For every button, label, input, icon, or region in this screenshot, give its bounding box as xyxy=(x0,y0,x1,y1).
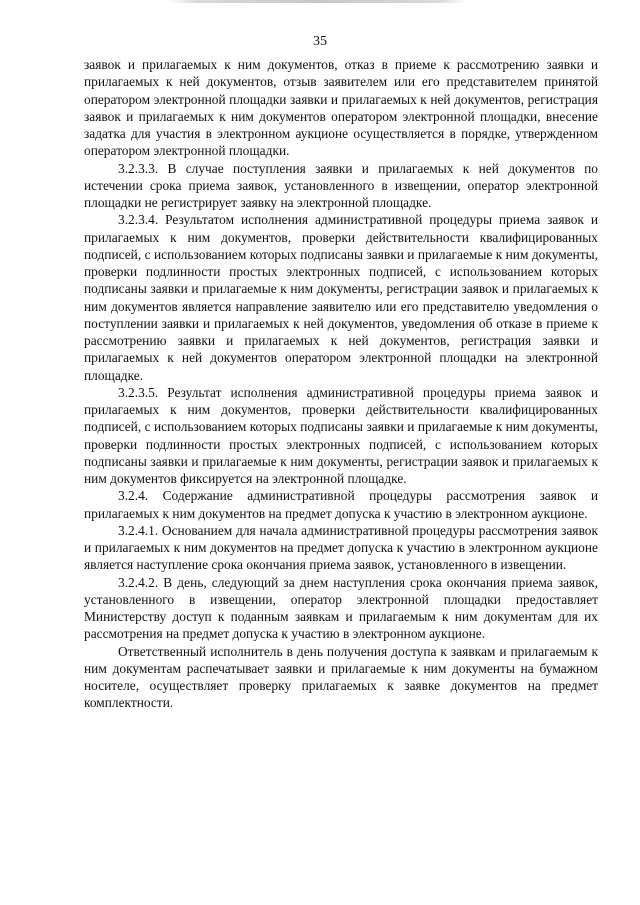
document-body xyxy=(84,56,598,712)
paragraph-3-2-4: 3.2.4. Содержание административной процедуры рассмотрения заявок и прилагаемых к ним документов на предмет допуска к участию в электронном аукционе. xyxy=(84,488,598,521)
paragraph-3-2-3-3: 3.2.3.3. В случае поступления заявки и прилагаемых к ней документов по истечении срока приема заявок, установленного в извещении, оператор электронной площадки не регистрирует заявку на электронной площадке. xyxy=(84,160,598,210)
paragraph-3-2-4-2: 3.2.4.2. В день, следующий за днем наступления срока окончания приема заявок, установленного в извещении, оператор электронной площадки предоставляет Министерству доступ к поданным заявкам и прилагаемым к ним документам для их рассмотрения на предмет допуска к участию в электронном аукционе. xyxy=(84,574,598,642)
paragraph-continuation: заявок и прилагаемых к ним документов, отказ в приеме к рассмотрению заявки и прилагаемых к ней документов, отзыв заявителем или его представителем принятой оператором электронной площадки заявки и прилагаемых к ней документов, регистрация заявок и прилагаемых к ним документов оператором электронной площадки, внесение задатка для участия в электронном аукционе осуществляется в порядке, утвержденном оператором электронной площадки. xyxy=(84,57,598,159)
page-number: 35 xyxy=(313,34,327,49)
paragraph-3-2-3-4: 3.2.3.4. Результатом исполнения административной процедуры приема заявок и прилагаемых к ним документов, проверки действительности квалифицированных подписей, с использованием которых подписаны заявки и прилагаемые к ним документы, проверки подлинности простых электронных подписей, с использованием которых подписаны заявки и прилагаемые к ним документы, регистрации заявок и прилагаемых к ним документов является направление заявителю или его представителю уведомления о поступлении заявки и прилагаемых к ней документов, уведомления об отказе в приеме к рассмотрению заявки и прилагаемых к ней документов, регистрация заявки и прилагаемых к ней документов оператором электронной площадки на электронной площадке. xyxy=(84,212,598,383)
paragraph-3-2-3-5: 3.2.3.5. Результат исполнения административной процедуры приема заявок и прилагаемых к ним документов, проверки действительности квалифицированных подписей, с использованием которых подписаны заявки и прилагаемые к ним документы, проверки подлинности простых электронных подписей, с использованием которых подписаны заявки и прилагаемые к ним документы, регистрации заявок и прилагаемых к ним документов фиксируется на электронной площадке. xyxy=(84,384,598,486)
paragraph-responsible-executor: Ответственный исполнитель в день получения доступа к заявкам и прилагаемым к ним документам распечатывает заявки и прилагаемые к ним документы на бумажном носителе, осуществляет проверку прилагаемых к заявке документов на предмет комплектности. xyxy=(84,643,598,711)
scan-edge-mark xyxy=(168,0,468,3)
paragraph-3-2-4-1: 3.2.4.1. Основанием для начала административной процедуры рассмотрения заявок и прилагаемых к ним документов на предмет допуска к участию в электронном аукционе является наступление срока окончания приема заявок, установленного в извещении. xyxy=(84,522,598,573)
